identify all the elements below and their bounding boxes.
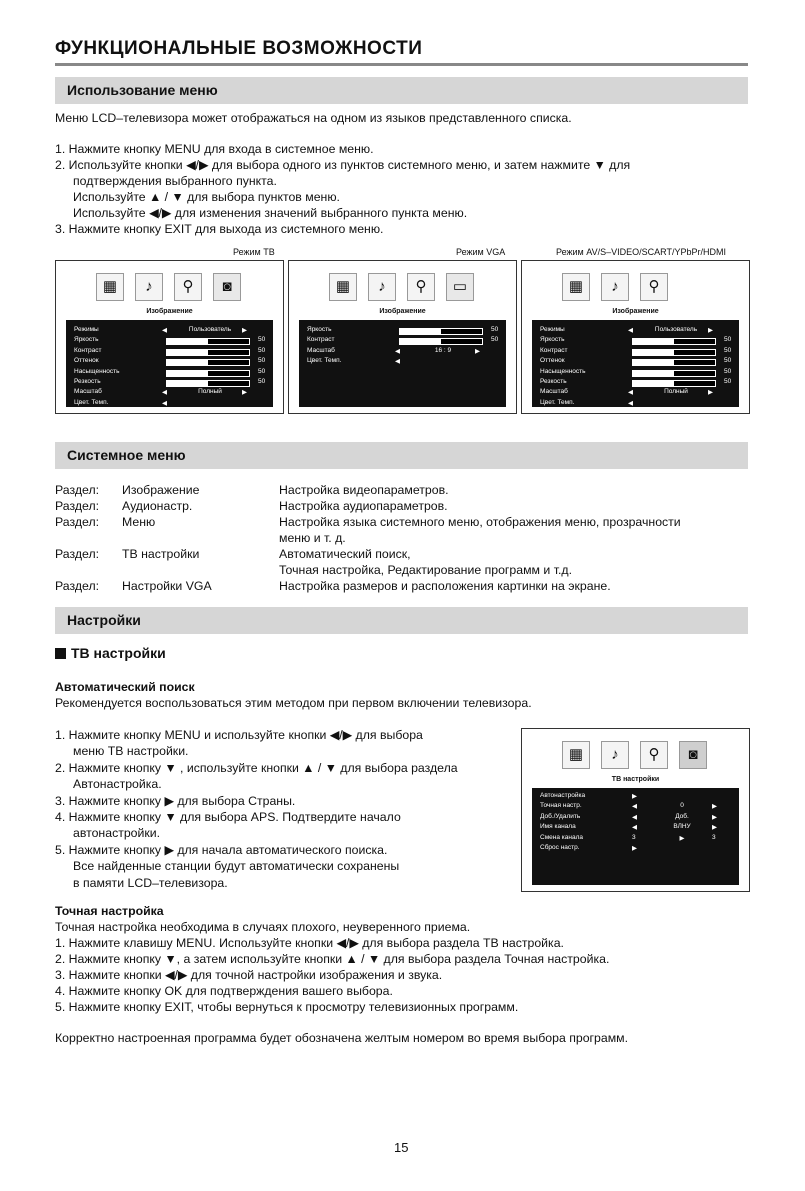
section-bar-settings <box>55 607 748 634</box>
right-arrow-icon: ▶ <box>708 327 713 334</box>
menu-row-col-a: ◀ <box>632 824 637 832</box>
menu-row <box>540 399 733 409</box>
level-fill <box>167 350 208 355</box>
step-line: 2. Нажмите кнопку ▼ , используйте кнопки ▲ / ▼ для выбора раздела <box>55 760 458 775</box>
section-key: Раздел: <box>55 547 100 561</box>
section-name: Настройки VGA <box>122 579 212 593</box>
step-line: 2. Используйте кнопки ◀/▶ для выбора одного из пунктов системного меню, и затем нажмите ▼ для <box>55 158 631 172</box>
menu-row-label: Масштаб <box>74 388 102 396</box>
level-slider <box>166 380 250 387</box>
menu-row <box>540 357 733 367</box>
menu-row-value: Полный <box>664 388 688 396</box>
menu-row-label: Яркость <box>307 326 332 333</box>
auto-search-intro: Рекомендуется воспользоваться этим методом при первом включении телевизора. <box>55 696 532 710</box>
left-arrow-icon: ◀ <box>395 347 400 355</box>
menu-row <box>307 357 500 367</box>
menu-row-label: Цвет. Темп. <box>74 398 109 406</box>
menu-row-label: Режимы <box>540 326 565 333</box>
fine-tuning-line: 5. Нажмите кнопку EXIT, чтобы вернуться к просмотру телевизионных программ. <box>55 1000 519 1014</box>
section-desc: Автоматический поиск, <box>279 547 411 561</box>
left-arrow-icon: ◀ <box>162 389 167 397</box>
menu-row-col-b: ВЛНУ <box>673 823 691 831</box>
menu-row <box>307 336 500 346</box>
menu-row-col-c: ▶ <box>712 803 717 811</box>
level-fill <box>167 360 208 365</box>
panel-caption-av: Режим AV/S–VIDEO/SCART/YPbPr/HDMI <box>556 247 726 257</box>
level-value: 50 <box>491 326 499 333</box>
level-fill <box>400 339 441 344</box>
menu-row-label: Имя канала <box>540 823 576 831</box>
menu-row <box>540 336 733 346</box>
section-name: Аудионастр. <box>122 499 193 513</box>
monitor-icon: ▭ <box>446 273 474 301</box>
section-name: Меню <box>122 515 156 529</box>
right-arrow-icon: ▶ <box>475 347 480 355</box>
section-name: Изображение <box>122 483 200 497</box>
menu-row <box>74 378 267 388</box>
menu-row-label: Оттенок <box>540 357 565 365</box>
level-slider <box>399 328 483 335</box>
menu-row-label: Насыщенность <box>540 367 586 375</box>
panel-menu-area <box>532 320 739 407</box>
menu-row-value: Полный <box>198 388 222 396</box>
step-line: 1. Нажмите кнопку MENU для входа в системное меню. <box>55 142 374 156</box>
level-slider <box>166 370 250 377</box>
settings-icon: ⚲ <box>640 741 668 769</box>
menu-row-col-a: ▶ <box>632 845 637 852</box>
subsection-title <box>55 645 166 661</box>
menu-row <box>74 357 267 367</box>
panel-title: Изображение <box>146 308 193 315</box>
menu-row-label: Яркость <box>540 336 565 344</box>
section-key: Раздел: <box>55 515 100 529</box>
square-bullet-icon <box>55 648 66 659</box>
left-arrow-icon: ◀ <box>395 358 400 366</box>
step-line: Используйте ▲ / ▼ для выбора пунктов меню. <box>73 190 340 204</box>
level-value: 50 <box>258 367 266 375</box>
step-line: Все найденные станции будут автоматически сохранены <box>73 859 400 874</box>
level-fill <box>167 339 208 344</box>
level-value: 50 <box>724 336 732 344</box>
auto-search-title: Автоматический поиск <box>55 680 195 694</box>
step-line: Автонастройка. <box>73 777 162 792</box>
page-title: ФУНКЦИОНАЛЬНЫЕ ВОЗМОЖНОСТИ <box>55 38 423 59</box>
subsection-label: ТВ настройки <box>71 645 166 661</box>
level-slider <box>632 359 716 366</box>
level-value: 50 <box>724 346 732 354</box>
menu-row-label: Яркость <box>74 336 99 344</box>
level-fill <box>633 381 674 386</box>
level-slider <box>632 338 716 345</box>
panel-menu-area <box>66 320 273 407</box>
menu-row <box>540 326 733 336</box>
menu-row-label: Контраст <box>74 346 102 354</box>
fine-tuning-title: Точная настройка <box>55 904 164 918</box>
section-key: Раздел: <box>55 483 100 497</box>
left-arrow-icon: ◀ <box>628 327 633 334</box>
menu-row <box>540 813 733 823</box>
level-value: 50 <box>491 336 499 344</box>
fine-tuning-line: Точная настройка необходима в случаях плохого, неуверенного приема. <box>55 920 471 934</box>
level-fill <box>167 371 208 376</box>
menu-row-col-b: ▶ <box>679 834 685 842</box>
intro-text: Меню LCD–телевизора может отображаться на одном из языков представленного списка. <box>55 111 572 125</box>
section-desc: меню и т. д. <box>279 531 346 545</box>
level-fill <box>633 371 674 376</box>
menu-row-label: Автонастройка <box>540 792 586 799</box>
fine-tuning-line: 4. Нажмите кнопку OK для подтверждения вашего выбора. <box>55 984 393 998</box>
panel-title: Изображение <box>612 308 659 315</box>
level-slider <box>166 338 250 345</box>
right-arrow-icon: ▶ <box>708 389 713 397</box>
level-slider <box>632 370 716 377</box>
menu-row-label: Смена канала <box>540 833 584 841</box>
settings-icon: ⚲ <box>407 273 435 301</box>
level-fill <box>633 339 674 344</box>
panel-menu-area <box>532 788 739 885</box>
section-desc: Настройка языка системного меню, отображения меню, прозрачности <box>279 515 681 529</box>
step-line: 5. Нажмите кнопку ▶ для начала автоматического поиска. <box>55 842 388 857</box>
menu-row <box>74 368 267 378</box>
section-bar-menu-usage <box>55 77 748 104</box>
step-line: 1. Нажмите кнопку MENU и используйте кнопки ◀/▶ для выбора <box>55 728 423 742</box>
menu-row <box>74 336 267 346</box>
menu-row-value: Пользователь <box>188 326 232 333</box>
left-arrow-icon: ◀ <box>162 399 167 407</box>
audio-icon: ♪ <box>601 741 629 769</box>
menu-row <box>540 378 733 388</box>
menu-row-label: Точная настр. <box>540 802 582 810</box>
menu-row-label: Цвет. Темп. <box>307 357 342 365</box>
step-line: Используйте ◀/▶ для изменения значений выбранного пункта меню. <box>73 206 468 220</box>
menu-row-label: Масштаб <box>540 388 568 396</box>
menu-row <box>540 368 733 378</box>
left-arrow-icon: ◀ <box>162 327 167 334</box>
menu-row-label: Контраст <box>307 336 335 344</box>
menu-row <box>540 823 733 833</box>
menu-row <box>74 326 267 336</box>
section-heading: Использование меню <box>67 82 218 98</box>
section-heading: Настройки <box>67 612 141 628</box>
level-fill <box>633 350 674 355</box>
level-slider <box>632 349 716 356</box>
picture-icon: ▦ <box>562 741 590 769</box>
menu-row <box>74 399 267 409</box>
level-slider <box>166 349 250 356</box>
fine-tuning-line: 2. Нажмите кнопку ▼, а затем используйте кнопки ▲ / ▼ для выбора раздела Точная настройка. <box>55 952 610 966</box>
step-line: меню ТВ настройки. <box>73 744 189 759</box>
fine-tuning-line: 1. Нажмите клавишу MENU. Используйте кнопки ◀/▶ для выбора раздела ТВ настройка. <box>55 936 564 950</box>
menu-row-label: Доб./Удалить <box>540 812 581 820</box>
menu-row-label: Насыщенность <box>74 367 120 375</box>
picture-icon: ▦ <box>329 273 357 301</box>
menu-row-value: Пользователь <box>654 326 698 333</box>
picture-icon: ▦ <box>562 273 590 301</box>
menu-row-col-b: Доб. <box>675 812 689 820</box>
menu-row-col-b: 0 <box>680 802 684 810</box>
menu-row-col-a: 3 <box>632 833 636 841</box>
title-divider <box>55 63 748 66</box>
menu-row-value: 16 : 9 <box>434 346 452 354</box>
menu-row-col-a: ◀ <box>632 813 637 821</box>
section-desc: Настройка размеров и расположения картинки на экране. <box>279 579 611 593</box>
level-slider <box>399 338 483 345</box>
level-value: 50 <box>258 357 266 365</box>
tv-icon: ◙ <box>679 741 707 769</box>
level-value: 50 <box>724 367 732 375</box>
menu-row-col-c: ▶ <box>712 824 717 832</box>
menu-row <box>540 844 733 854</box>
step-line: в памяти LCD–телевизора. <box>73 875 228 890</box>
panel-caption-vga: Режим VGA <box>456 247 506 257</box>
fine-tuning-line: 3. Нажмите кнопки ◀/▶ для точной настройки изображения и звука. <box>55 968 443 982</box>
menu-row <box>74 388 267 398</box>
menu-row-label: Режимы <box>74 326 99 333</box>
level-slider <box>632 380 716 387</box>
note-text: Корректно настроенная программа будет обозначена желтым номером во время выбора программ. <box>55 1031 629 1045</box>
menu-panel-av-mode <box>521 260 750 414</box>
section-desc: Настройка аудиопараметров. <box>279 499 448 513</box>
menu-row <box>540 347 733 357</box>
audio-icon: ♪ <box>368 273 396 301</box>
menu-row-col-a: ◀ <box>632 803 637 811</box>
panel-title: ТВ настройки <box>611 776 660 783</box>
level-slider <box>166 359 250 366</box>
menu-row-col-c: ▶ <box>712 813 717 821</box>
audio-icon: ♪ <box>135 273 163 301</box>
settings-icon: ⚲ <box>174 273 202 301</box>
step-line: автонастройки. <box>73 826 161 841</box>
menu-row-label: Резкость <box>74 378 101 385</box>
menu-row <box>540 792 733 802</box>
menu-row-label: Контраст <box>540 346 568 354</box>
menu-row-label: Цвет. Темп. <box>540 398 575 406</box>
audio-icon: ♪ <box>601 273 629 301</box>
right-arrow-icon: ▶ <box>242 327 247 334</box>
menu-row <box>540 834 733 844</box>
left-arrow-icon: ◀ <box>628 399 633 407</box>
section-name: ТВ настройки <box>122 547 200 561</box>
section-desc: Точная настройка, Редактирование программ и т.д. <box>279 563 572 577</box>
settings-icon: ⚲ <box>640 273 668 301</box>
menu-row-col-c: 3 <box>712 833 716 841</box>
level-value: 50 <box>724 357 732 365</box>
step-line: подтверждения выбранного пункта. <box>73 174 277 188</box>
menu-row-col-a: ▶ <box>632 793 637 800</box>
level-value: 50 <box>258 378 266 385</box>
menu-row-label: Оттенок <box>74 357 99 365</box>
menu-row-label: Сброс настр. <box>540 844 580 851</box>
menu-panel-tv-settings <box>521 728 750 892</box>
step-line: 4. Нажмите кнопку ▼ для выбора APS. Подтвердите начало <box>55 810 401 824</box>
page-number: 15 <box>394 1140 409 1155</box>
level-fill <box>167 381 208 386</box>
menu-row-label: Масштаб <box>307 346 335 354</box>
menu-row <box>74 347 267 357</box>
panel-title: Изображение <box>379 308 426 315</box>
section-key: Раздел: <box>55 579 100 593</box>
level-value: 50 <box>724 378 732 385</box>
section-heading: Системное меню <box>67 447 186 463</box>
section-key: Раздел: <box>55 499 100 513</box>
tv-icon: ◙ <box>213 273 241 301</box>
right-arrow-icon: ▶ <box>242 389 247 397</box>
picture-icon: ▦ <box>96 273 124 301</box>
level-value: 50 <box>258 346 266 354</box>
menu-row-label: Резкость <box>540 378 567 385</box>
menu-panel-tv-mode <box>55 260 284 414</box>
level-fill <box>633 360 674 365</box>
section-bar-system-menu <box>55 442 748 469</box>
level-fill <box>400 329 441 334</box>
step-line: 3. Нажмите кнопку EXIT для выхода из системного меню. <box>55 222 384 236</box>
menu-row <box>540 388 733 398</box>
left-arrow-icon: ◀ <box>628 389 633 397</box>
menu-panel-vga-mode <box>288 260 517 414</box>
menu-row <box>540 802 733 812</box>
panel-caption-tv: Режим ТВ <box>233 247 275 257</box>
panel-menu-area <box>299 320 506 407</box>
menu-row <box>307 326 500 336</box>
step-line: 3. Нажмите кнопку ▶ для выбора Страны. <box>55 793 296 808</box>
section-desc: Настройка видеопараметров. <box>279 483 449 497</box>
menu-row <box>307 347 500 357</box>
level-value: 50 <box>258 336 266 344</box>
